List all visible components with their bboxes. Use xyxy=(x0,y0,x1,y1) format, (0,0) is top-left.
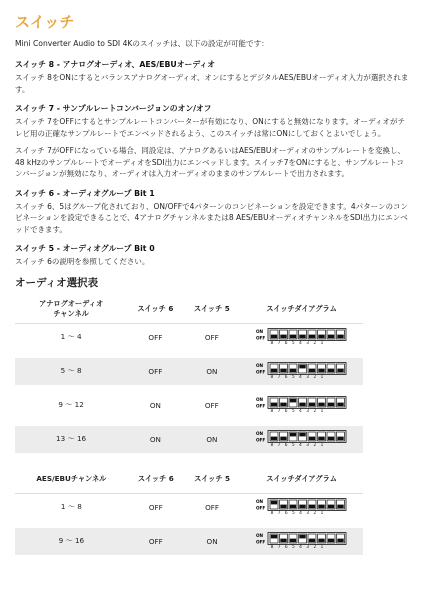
diagram-cell xyxy=(240,324,363,351)
dip-switch-off xyxy=(318,335,324,339)
aes-table-body xyxy=(15,494,363,555)
off-label: OFF xyxy=(255,505,265,511)
dip-switch-on xyxy=(289,399,295,403)
dip-switch-off xyxy=(308,369,314,373)
on-label: ON xyxy=(255,499,263,504)
row-gap xyxy=(15,419,363,426)
switch-diagram xyxy=(256,532,348,550)
page-title: スイッチ xyxy=(15,13,75,31)
dip-switch-off xyxy=(337,505,343,509)
channel-cell: 1 〜 8 xyxy=(60,502,82,511)
dip-switch-on xyxy=(299,535,305,539)
dip-switch-off xyxy=(299,335,305,339)
switch-section xyxy=(15,243,411,268)
on-label: ON xyxy=(255,363,263,368)
section-paragraph: スイッチ 7がOFFになっている場合、同設定は、アナログあるいはAES/EBUオーディオのサンプルレートを変換し、48 kHzのサンプルレートでオーディオをSDI出力にエンベッドします。スイッチ7をONにすると、サンプルレートコンバージョンが無効になり、オーディオは入力オーディオのままのサンプルレートで出力されます。 xyxy=(15,146,405,178)
switch-numbers: 8 7 6 5 4 3 2 1 xyxy=(270,443,324,448)
switch5-cell: ON xyxy=(184,426,240,453)
switch6-cell: OFF xyxy=(127,358,183,385)
dip-switch-off xyxy=(280,335,286,339)
dip-switch-off xyxy=(289,335,295,339)
row-gap-cell xyxy=(15,385,363,392)
section-heading: スイッチ 5 - オーディオグループ Bit 0 xyxy=(15,244,155,253)
dip-switch-off xyxy=(327,369,333,373)
dip-switch-graphic xyxy=(256,362,348,375)
dip-switch-graphic xyxy=(256,498,348,511)
table-row xyxy=(15,494,363,521)
switch-diagram xyxy=(256,498,348,516)
diagram-header: スイッチダイアグラム xyxy=(240,465,363,494)
analog-channel-header: アナログオーディオ チャンネル xyxy=(15,295,127,324)
diagram-cell xyxy=(240,426,363,453)
table-row xyxy=(15,426,363,453)
intro-text: Mini Converter Audio to SDI 4Kのスイッチは、以下の設定が可能です： xyxy=(15,39,269,48)
section-paragraph: スイッチ 7をOFFにするとサンプルレートコンバーターが有効になり、ONにすると無効になります。オーディオがテレビ用の正確なサンプルレートでエンベッドされるよう、このスイッチは常にONにしておくとよいでしょう。 xyxy=(15,117,406,138)
dip-switch-off xyxy=(308,539,314,543)
dip-switch-graphic xyxy=(256,328,348,341)
switch-diagram xyxy=(256,328,348,346)
row-gap xyxy=(15,351,363,358)
on-label: ON xyxy=(255,533,263,538)
dip-switch-off xyxy=(289,539,295,543)
section-heading: スイッチ 6 - オーディオグループ Bit 1 xyxy=(15,188,155,198)
dip-switch-graphic xyxy=(256,430,348,443)
switch6-cell: OFF xyxy=(148,332,163,342)
dip-switch-off xyxy=(308,437,314,441)
channel-cell: 1 〜 4 xyxy=(60,332,82,341)
table-row xyxy=(15,324,363,351)
dip-switch-off xyxy=(270,437,276,441)
dip-switch-off xyxy=(289,505,295,509)
row-gap xyxy=(15,385,363,392)
off-label: OFF xyxy=(255,335,265,341)
switch-numbers: 8 7 6 5 4 3 2 1 xyxy=(270,545,324,550)
switch-diagram xyxy=(256,430,348,448)
switch-sections xyxy=(15,59,411,268)
channel-cell: 5 〜 8 xyxy=(15,358,127,385)
section-heading: スイッチ 7 - サンプルレートコンバージョンのオン/オフ xyxy=(15,104,212,113)
on-label: ON xyxy=(255,329,263,334)
dip-switch-off xyxy=(270,335,276,339)
dip-switch-off xyxy=(280,437,286,441)
dip-switch-on xyxy=(270,535,276,539)
diagram-cell xyxy=(240,494,363,521)
switch6-cell: OFF xyxy=(128,528,184,555)
table-title: オーディオ選択表 xyxy=(15,276,99,289)
dip-switch-off xyxy=(318,403,324,407)
dip-switch-off xyxy=(318,539,324,543)
dip-switch-graphic xyxy=(256,532,348,545)
row-gap xyxy=(15,521,363,528)
diagram-cell xyxy=(240,358,363,385)
dip-switch-off xyxy=(280,505,286,509)
dip-switch-off xyxy=(308,403,314,407)
dip-switch-off xyxy=(270,403,276,407)
dip-switch-on xyxy=(289,433,295,437)
table-row xyxy=(15,528,363,555)
switch5-cell: OFF xyxy=(205,502,220,512)
dip-switch-off xyxy=(318,437,324,441)
switch-diagram xyxy=(256,396,348,414)
diagram-cell xyxy=(240,528,363,555)
switch-numbers: 8 7 6 5 4 3 2 1 xyxy=(270,375,324,380)
manual-page xyxy=(15,12,411,555)
dip-switch-on xyxy=(270,501,276,505)
dip-switch-off xyxy=(327,403,333,407)
switch5-cell: ON xyxy=(184,528,240,555)
row-gap-cell xyxy=(15,351,363,358)
dip-switch-off xyxy=(299,505,305,509)
dip-switch-off xyxy=(308,505,314,509)
channel-cell: 9 〜 12 xyxy=(58,400,84,409)
dip-switch-off xyxy=(337,335,343,339)
dip-switch-off xyxy=(280,369,286,373)
section-heading: スイッチ 8 - アナログオーディオ、AES/EBUオーディオ xyxy=(15,60,216,69)
switch-numbers: 8 7 6 5 4 3 2 1 xyxy=(270,511,324,516)
dip-switch-off xyxy=(299,403,305,407)
table-row xyxy=(15,392,363,419)
section-paragraph: スイッチ 6の説明を参照してください。 xyxy=(15,257,150,266)
dip-switch-off xyxy=(280,403,286,407)
switch6-cell: OFF xyxy=(148,502,163,512)
channel-cell: 13 〜 16 xyxy=(15,426,127,453)
dip-switch-off xyxy=(327,335,333,339)
switch-section xyxy=(15,103,411,180)
off-label: OFF xyxy=(255,369,265,375)
switch6-cell: ON xyxy=(149,400,161,410)
switch-section xyxy=(15,188,411,236)
dip-switch-off xyxy=(318,369,324,373)
switch-section xyxy=(15,59,411,95)
on-label: ON xyxy=(255,431,263,436)
switch5-header: スイッチ 5 xyxy=(184,295,240,324)
switch-diagram xyxy=(256,362,348,380)
dip-switch-on xyxy=(299,433,305,437)
switch-numbers: 8 7 6 5 4 3 2 1 xyxy=(270,341,324,346)
switch5-header: スイッチ 5 xyxy=(184,465,240,494)
row-gap-cell xyxy=(15,419,363,426)
analog-audio-table xyxy=(15,295,363,453)
switch6-header: スイッチ 6 xyxy=(127,295,183,324)
analog-table-body xyxy=(15,324,363,453)
switch5-cell: OFF xyxy=(204,400,219,410)
table-row xyxy=(15,358,363,385)
switch5-cell: ON xyxy=(184,358,240,385)
channel-cell: 9 〜 16 xyxy=(15,528,128,555)
switch6-header: スイッチ 6 xyxy=(128,465,184,494)
dip-switch-off xyxy=(337,403,343,407)
section-paragraph: スイッチ 8をONにするとバランスアナログオーディオ、オンにするとデジタルAES/EBUオーディオ入力が選択されます。 xyxy=(15,73,409,94)
dip-switch-off xyxy=(289,369,295,373)
dip-switch-off xyxy=(270,369,276,373)
dip-switch-graphic xyxy=(256,396,348,409)
section-paragraph: スイッチ 6、5はグループ化されており、ON/OFFで4パターンのコンビネーションを設定できます。4パターンのコンビネーションを設定できることで、4アナログチャンネルまたは8 AES/EBUオーディオチャンネルをSDI出力にエンベッドできます。 xyxy=(15,201,408,234)
off-label: OFF xyxy=(255,539,265,545)
switch-numbers: 8 7 6 5 4 3 2 1 xyxy=(270,409,324,414)
dip-switch-off xyxy=(327,437,333,441)
off-label: OFF xyxy=(255,403,265,409)
row-gap-cell xyxy=(15,521,363,528)
on-label: ON xyxy=(255,397,263,402)
dip-switch-off xyxy=(308,335,314,339)
switch5-cell: OFF xyxy=(204,332,219,342)
switch6-cell: ON xyxy=(127,426,183,453)
off-label: OFF xyxy=(255,437,265,443)
dip-switch-off xyxy=(327,539,333,543)
dip-switch-off xyxy=(337,369,343,373)
aes-channel-header: AES/EBUチャンネル xyxy=(15,465,128,494)
dip-switch-off xyxy=(327,505,333,509)
dip-switch-off xyxy=(280,539,286,543)
aes-ebu-table xyxy=(15,465,363,555)
dip-switch-off xyxy=(337,437,343,441)
dip-switch-off xyxy=(337,539,343,543)
diagram-header: スイッチダイアグラム xyxy=(240,295,363,324)
diagram-cell xyxy=(240,392,363,419)
dip-switch-on xyxy=(299,365,305,369)
dip-switch-off xyxy=(318,505,324,509)
